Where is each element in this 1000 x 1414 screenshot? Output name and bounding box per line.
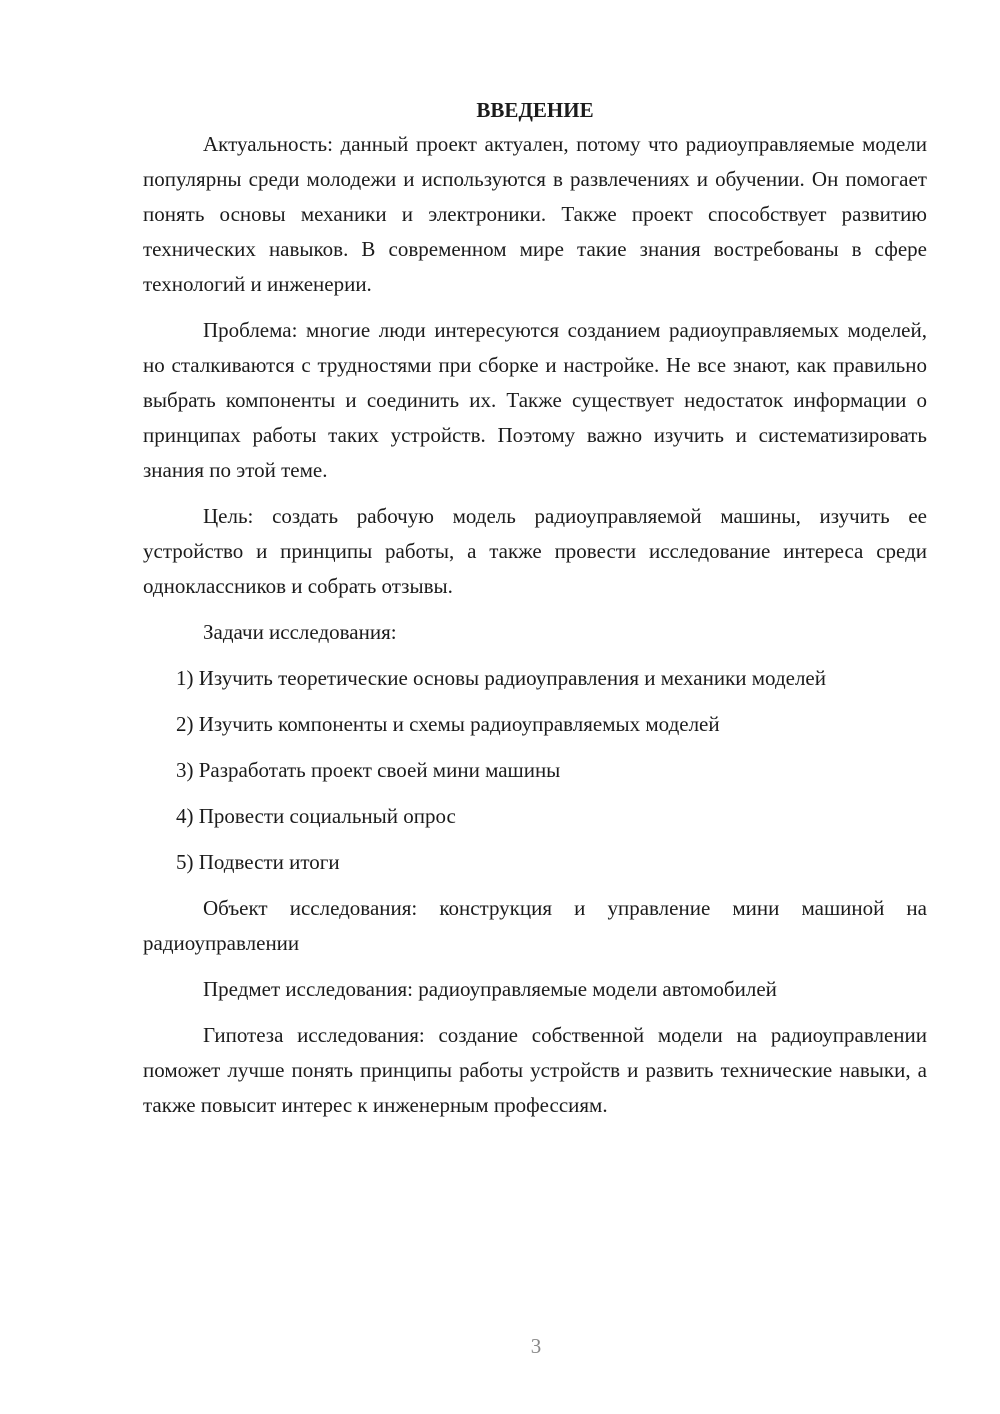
task-item: 5) Подвести итоги <box>176 850 340 874</box>
tasks-list <box>143 661 927 880</box>
task-item: 4) Провести социальный опрос <box>176 804 456 828</box>
tasks-heading: Задачи исследования: <box>203 620 397 644</box>
subject-paragraph: Предмет исследования: радиоуправляемые модели автомобилей <box>203 977 777 1001</box>
problem-paragraph: Проблема: многие люди интересуются созданием радиоуправляемых моделей, но сталкиваются с трудностями при сборке и настройке. Не все знают, как правильно выбрать компоненты и соединить их. Также существует недостаток информации о принципах работы таких устройств. Поэтому важно изучить и систематизировать знания по этой теме. <box>143 318 927 482</box>
task-item: 1) Изучить теоретические основы радиоуправления и механики моделей <box>176 666 826 690</box>
page-number: 3 <box>530 1334 542 1358</box>
page-content <box>143 95 927 1134</box>
goal-paragraph: Цель: создать рабочую модель радиоуправляемой машины, изучить ее устройство и принципы работы, а также провести исследование интереса среди одноклассников и собрать отзывы. <box>143 504 927 598</box>
task-item: 2) Изучить компоненты и схемы радиоуправляемых моделей <box>176 712 720 736</box>
relevance-paragraph: Актуальность: данный проект актуален, потому что радиоуправляемые модели популярны среди молодежи и используются в развлечениях и обучении. Он помогает понять основы механики и электроники. Также проект способствует развитию технических навыков. В современном мире такие знания востребованы в сфере технологий и инженерии. <box>143 132 927 296</box>
hypothesis-paragraph: Гипотеза исследования: создание собственной модели на радиоуправлении поможет лучше понять принципы работы устройств и развить технические навыки, а также повысит интерес к инженерным профессиям. <box>143 1023 927 1117</box>
object-paragraph: Объект исследования: конструкция и управление мини машиной на радиоуправлении <box>143 896 927 955</box>
page-title: ВВЕДЕНИЕ <box>476 98 594 122</box>
task-item: 3) Разработать проект своей мини машины <box>176 758 561 782</box>
